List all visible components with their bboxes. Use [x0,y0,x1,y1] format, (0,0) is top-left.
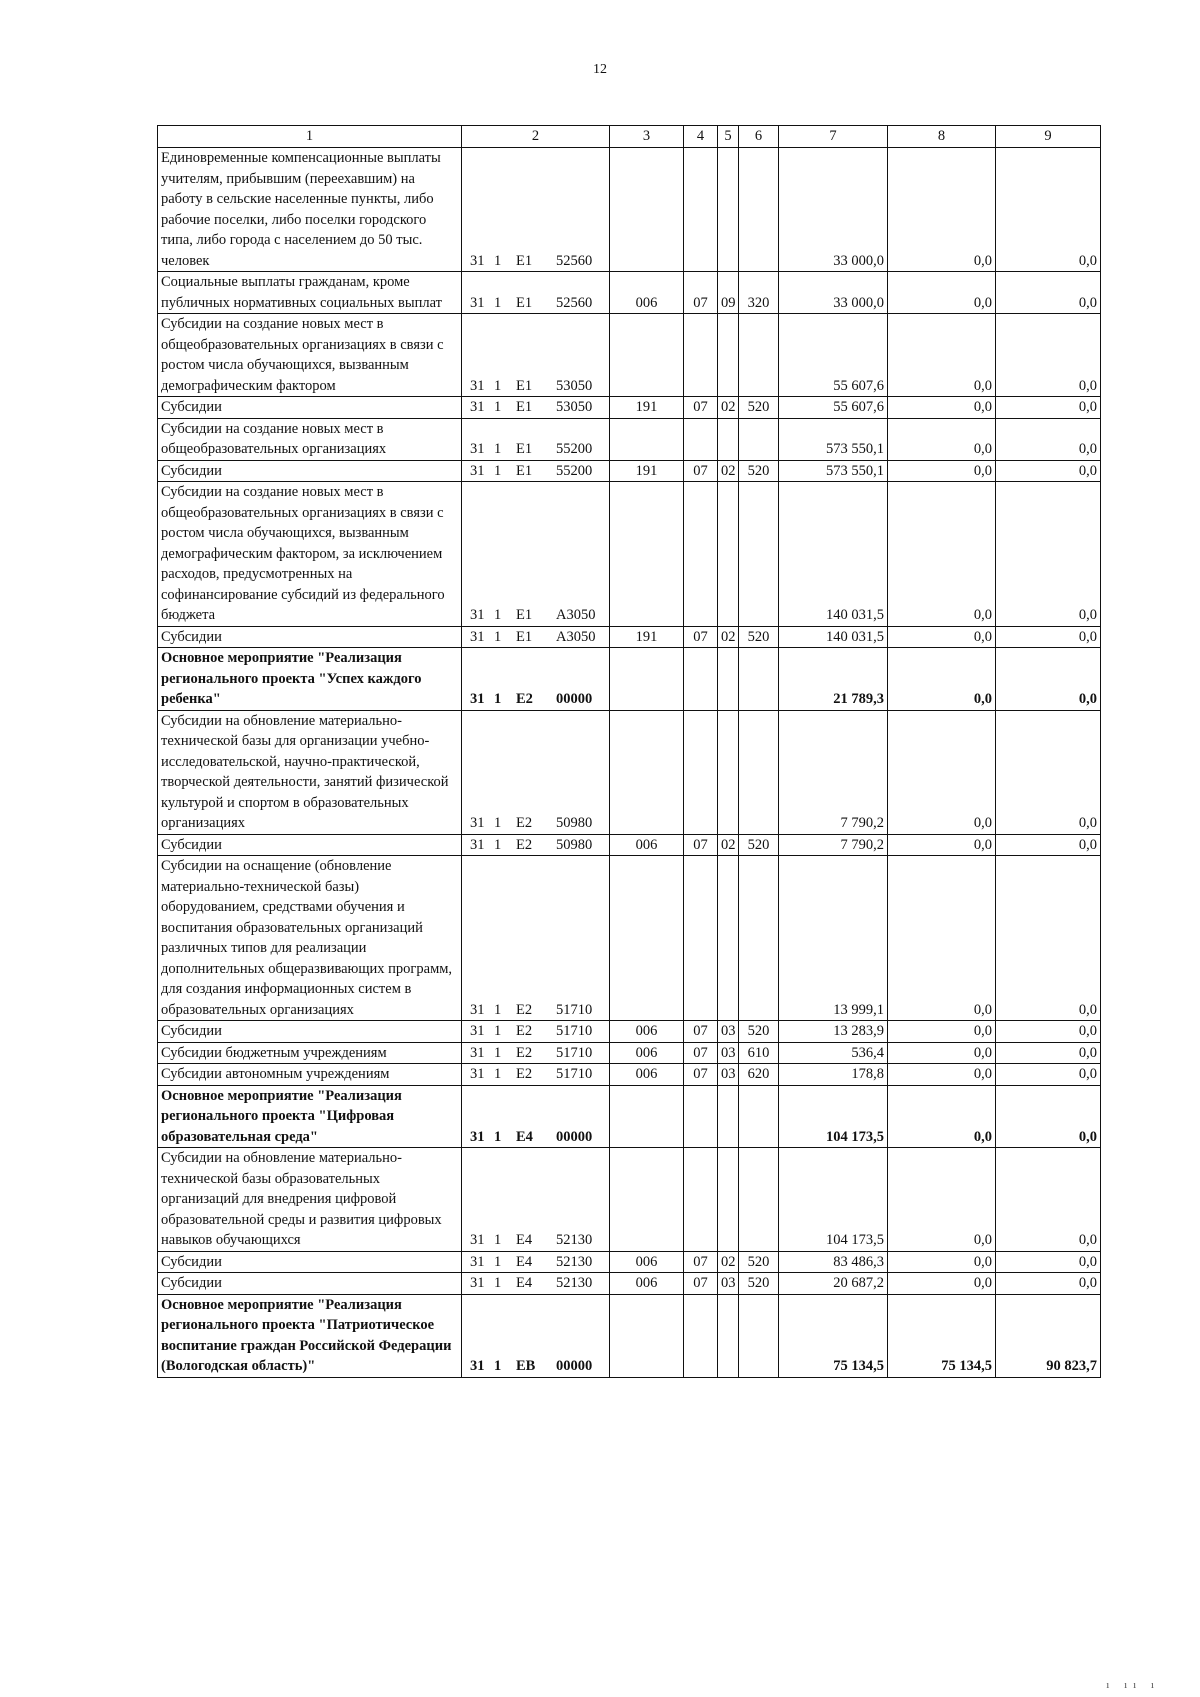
row-col-6 [739,1294,779,1377]
col-header-7: 7 [779,126,888,148]
row-col-3 [610,1294,684,1377]
row-col-3 [610,710,684,834]
row-col-9: 0,0 [996,648,1101,711]
code-part: 31 [470,1023,485,1039]
code-part: 1 [494,462,502,479]
row-col-4 [684,1085,718,1148]
row-col-8: 0,0 [888,1021,996,1043]
col-header-1: 1 [158,126,462,148]
row-col-4 [684,418,718,460]
code-part: 53050 [556,399,593,415]
row-col-9: 0,0 [996,1251,1101,1273]
row-col-9: 0,0 [996,314,1101,397]
row-col-8: 0,0 [888,1042,996,1064]
code-part: 1 [494,441,502,457]
row-name: Субсидии автономным учреждениям [158,1064,462,1086]
code-part: 31 [470,1066,485,1082]
row-col-4: 07 [684,1251,718,1273]
code-part: E4 [516,1232,533,1248]
row-col-3: 191 [610,626,684,648]
row-col-9: 0,0 [996,272,1101,314]
code-part: 31 [470,628,485,645]
code-part: E4 [516,1253,533,1270]
row-code [462,710,610,834]
row-name: Субсидии [158,626,462,648]
row-col-7: 7 790,2 [779,710,888,834]
code-part: 51710 [556,1023,593,1039]
row-code [462,418,610,460]
code-part: 52560 [556,294,593,311]
row-code [462,626,610,648]
table-row [158,1273,1101,1295]
row-code [462,460,610,482]
code-part: 31 [470,462,485,479]
row-col-8: 0,0 [888,418,996,460]
code-part: E1 [516,607,533,623]
table-row [158,397,1101,419]
code-part: E2 [516,691,533,707]
row-name: Единовременные компенсационные выплаты учителям, прибывшим (переехавшим) на работу в сельские населенные пункты, либо рабочие поселки, либо поселки городского типа, либо города с населением до 50 тыс. человек [158,148,462,272]
row-col-7: 140 031,5 [779,626,888,648]
row-col-3 [610,1148,684,1252]
row-col-8: 0,0 [888,710,996,834]
row-code [462,1273,610,1295]
row-name: Субсидии [158,1251,462,1273]
table-row [158,1148,1101,1252]
code-part: 1 [494,1358,502,1374]
row-col-9: 0,0 [996,856,1101,1021]
row-col-4: 07 [684,397,718,419]
row-col-6: 520 [739,1273,779,1295]
row-col-4 [684,482,718,627]
row-col-3 [610,418,684,460]
row-col-6 [739,148,779,272]
row-col-5: 02 [718,626,739,648]
row-col-8: 0,0 [888,1273,996,1295]
row-name: Субсидии на обновление материально-технической базы для организации учебно-исследовательской, научно-практической, творческой деятельности, занятий физической культурой и спортом в образовательных организациях [158,710,462,834]
code-part: 1 [494,1128,502,1145]
row-col-6 [739,418,779,460]
code-part: A3050 [556,607,596,623]
code-part: 1 [494,1023,502,1039]
row-code [462,482,610,627]
row-code [462,1064,610,1086]
row-col-5 [718,1085,739,1148]
row-col-3 [610,314,684,397]
code-part: 31 [470,1275,485,1291]
row-col-8: 0,0 [888,272,996,314]
row-col-7: 33 000,0 [779,272,888,314]
table-row [158,418,1101,460]
row-col-7: 104 173,5 [779,1148,888,1252]
row-col-6: 520 [739,1251,779,1273]
row-code [462,1021,610,1043]
row-col-5: 02 [718,1251,739,1273]
row-col-7: 83 486,3 [779,1251,888,1273]
code-part: 1 [494,628,502,645]
row-col-6: 520 [739,626,779,648]
row-name: Социальные выплаты гражданам, кроме публичных нормативных социальных выплат [158,272,462,314]
code-part: 1 [494,377,502,394]
row-col-9: 0,0 [996,460,1101,482]
table-row [158,1021,1101,1043]
code-part: 51710 [556,1001,593,1018]
row-code [462,1294,610,1377]
col-header-4: 4 [684,126,718,148]
row-col-9: 0,0 [996,397,1101,419]
row-col-3 [610,482,684,627]
row-col-7: 7 790,2 [779,834,888,856]
row-col-8: 0,0 [888,648,996,711]
row-col-4 [684,648,718,711]
row-col-5 [718,648,739,711]
row-col-5 [718,1148,739,1252]
row-col-6 [739,482,779,627]
row-col-9: 0,0 [996,626,1101,648]
code-part: 1 [494,1232,502,1248]
code-part: E1 [516,377,533,394]
row-col-6 [739,1148,779,1252]
row-name: Субсидии [158,1021,462,1043]
code-part: 1 [494,836,502,853]
row-col-6: 520 [739,834,779,856]
row-col-7: 573 550,1 [779,460,888,482]
row-col-6 [739,314,779,397]
row-col-7: 104 173,5 [779,1085,888,1148]
row-col-9: 0,0 [996,834,1101,856]
row-col-7: 21 789,3 [779,648,888,711]
row-col-5 [718,314,739,397]
code-part: E2 [516,836,533,853]
row-col-3 [610,648,684,711]
code-part: EB [516,1358,536,1374]
row-col-6: 520 [739,460,779,482]
row-col-9: 0,0 [996,148,1101,272]
row-name: Основное мероприятие "Реализация регионального проекта "Успех каждого ребенка" [158,648,462,711]
code-part: 52560 [556,252,593,269]
row-name: Субсидии [158,834,462,856]
row-code [462,856,610,1021]
row-name: Субсидии бюджетным учреждениям [158,1042,462,1064]
row-col-8: 0,0 [888,1085,996,1148]
row-col-8: 0,0 [888,856,996,1021]
col-header-3: 3 [610,126,684,148]
row-col-7: 55 607,6 [779,314,888,397]
code-part: E4 [516,1275,533,1291]
row-col-3: 191 [610,397,684,419]
row-col-3: 006 [610,1021,684,1043]
row-col-3: 006 [610,1042,684,1064]
code-part: E2 [516,1001,533,1018]
row-col-9: 0,0 [996,710,1101,834]
row-col-6 [739,856,779,1021]
code-part: 1 [494,1044,502,1061]
row-code [462,648,610,711]
code-part: 55200 [556,441,593,457]
row-col-8: 75 134,5 [888,1294,996,1377]
header-row [158,126,1101,148]
row-col-4: 07 [684,834,718,856]
code-part: 1 [494,1001,502,1018]
row-col-6: 520 [739,397,779,419]
page-number: 12 [593,62,607,77]
row-col-9: 90 823,7 [996,1294,1101,1377]
row-col-7: 13 999,1 [779,856,888,1021]
row-name: Субсидии на создание новых мест в общеобразовательных организациях в связи с ростом числа обучающихся, вызванным демографическим фактором, за исключением расходов, предусмотренных на софинансирование субсидий из федерального бюджета [158,482,462,627]
code-part: 1 [494,1253,502,1270]
table-row [158,626,1101,648]
row-col-7: 573 550,1 [779,418,888,460]
row-col-8: 0,0 [888,148,996,272]
row-col-5: 09 [718,272,739,314]
code-part: 51710 [556,1066,593,1082]
row-col-8: 0,0 [888,397,996,419]
col-header-9: 9 [996,126,1101,148]
row-code [462,272,610,314]
row-col-5: 03 [718,1273,739,1295]
code-part: 00000 [556,1358,593,1374]
code-part: 1 [494,815,502,831]
code-part: 1 [494,1066,502,1082]
table-row [158,1251,1101,1273]
code-part: 31 [470,1001,485,1018]
row-col-6: 620 [739,1064,779,1086]
table-row [158,1294,1101,1377]
table-row [158,856,1101,1021]
code-part: 31 [470,1232,485,1248]
code-part: 31 [470,607,485,623]
table-row [158,272,1101,314]
code-part: E1 [516,252,533,269]
row-col-4: 07 [684,1273,718,1295]
row-col-7: 20 687,2 [779,1273,888,1295]
table-row [158,1042,1101,1064]
row-code [462,1085,610,1148]
row-col-5: 03 [718,1042,739,1064]
row-col-6: 520 [739,1021,779,1043]
code-part: 50980 [556,836,593,853]
row-code [462,834,610,856]
row-col-6: 610 [739,1042,779,1064]
row-col-6: 320 [739,272,779,314]
row-col-8: 0,0 [888,1251,996,1273]
code-part: 31 [470,815,485,831]
row-col-8: 0,0 [888,1064,996,1086]
code-part: 51710 [556,1044,593,1061]
row-code [462,1042,610,1064]
row-name: Субсидии на обновление материально-технической базы образовательных организаций для внедрения цифровой образовательной среды и развития цифровых навыков обучающихся [158,1148,462,1252]
code-part: 31 [470,441,485,457]
row-col-5 [718,710,739,834]
row-col-6 [739,710,779,834]
code-part: 31 [470,252,485,269]
row-col-5 [718,1294,739,1377]
row-col-5: 02 [718,460,739,482]
row-col-8: 0,0 [888,482,996,627]
row-col-3: 191 [610,460,684,482]
code-part: 1 [494,1275,502,1291]
row-col-9: 0,0 [996,1042,1101,1064]
code-part: 50980 [556,815,593,831]
row-name: Субсидии [158,397,462,419]
row-col-4 [684,856,718,1021]
code-part: 1 [494,399,502,415]
row-col-5: 03 [718,1064,739,1086]
row-col-9: 0,0 [996,482,1101,627]
row-col-4 [684,710,718,834]
table-row [158,148,1101,272]
code-part: E2 [516,1023,533,1039]
row-col-9: 0,0 [996,418,1101,460]
code-part: 00000 [556,1128,593,1145]
row-col-8: 0,0 [888,626,996,648]
budget-table [157,125,1101,1378]
row-code [462,1148,610,1252]
row-col-9: 0,0 [996,1148,1101,1252]
row-col-4: 07 [684,626,718,648]
col-header-6: 6 [739,126,779,148]
code-part: 1 [494,691,502,707]
row-code [462,397,610,419]
row-name: Субсидии на создание новых мест в общеобразовательных организациях в связи с ростом числа обучающихся, вызванным демографическим фактором [158,314,462,397]
row-name: Субсидии на создание новых мест в общеобразовательных организациях [158,418,462,460]
row-code [462,1251,610,1273]
row-col-9: 0,0 [996,1021,1101,1043]
row-col-5 [718,856,739,1021]
row-col-8: 0,0 [888,460,996,482]
code-part: 55200 [556,462,593,479]
code-part: E2 [516,815,533,831]
row-col-7: 178,8 [779,1064,888,1086]
code-part: 52130 [556,1253,593,1270]
table-row [158,460,1101,482]
scan-edge-marks: ı ıı ı [1106,1679,1160,1691]
table-row [158,314,1101,397]
code-part: 53050 [556,377,593,394]
code-part: A3050 [556,628,596,645]
row-col-7: 55 607,6 [779,397,888,419]
code-part: E2 [516,1044,533,1061]
row-col-4: 07 [684,1042,718,1064]
code-part: E1 [516,399,533,415]
code-part: 31 [470,294,485,311]
table-row [158,1064,1101,1086]
row-col-5 [718,418,739,460]
row-code [462,148,610,272]
row-col-7: 33 000,0 [779,148,888,272]
col-header-8: 8 [888,126,996,148]
row-col-9: 0,0 [996,1064,1101,1086]
code-part: 31 [470,1358,485,1374]
code-part: 00000 [556,691,593,707]
code-part: E4 [516,1128,533,1145]
row-name: Субсидии на оснащение (обновление материально-технической базы) оборудованием, средствами обучения и воспитания образовательных организаций различных типов для реализации дополнительных общеразвивающих программ, для создания информационных систем в образовательных организациях [158,856,462,1021]
row-col-9: 0,0 [996,1273,1101,1295]
table-row [158,482,1101,627]
row-col-3: 006 [610,834,684,856]
table-row [158,710,1101,834]
code-part: E1 [516,441,533,457]
code-part: 1 [494,607,502,623]
row-col-5 [718,148,739,272]
row-col-7: 140 031,5 [779,482,888,627]
row-name: Субсидии [158,460,462,482]
code-part: 31 [470,836,485,853]
code-part: 31 [470,1044,485,1061]
row-col-8: 0,0 [888,314,996,397]
code-part: 31 [470,377,485,394]
row-col-5: 03 [718,1021,739,1043]
code-part: 52130 [556,1275,593,1291]
row-col-9: 0,0 [996,1085,1101,1148]
row-col-5: 02 [718,834,739,856]
row-col-4 [684,1294,718,1377]
row-col-4: 07 [684,1064,718,1086]
row-name: Основное мероприятие "Реализация регионального проекта "Цифровая образовательная среда" [158,1085,462,1148]
code-part: E1 [516,294,533,311]
row-name: Субсидии [158,1273,462,1295]
row-col-5 [718,482,739,627]
row-col-4 [684,1148,718,1252]
row-col-4: 07 [684,272,718,314]
code-part: E1 [516,462,533,479]
row-col-4 [684,314,718,397]
code-part: E1 [516,628,533,645]
row-col-4 [684,148,718,272]
row-col-8: 0,0 [888,834,996,856]
row-col-3: 006 [610,1251,684,1273]
row-col-3: 006 [610,1273,684,1295]
row-col-8: 0,0 [888,1148,996,1252]
row-col-3 [610,1085,684,1148]
table-row [158,1085,1101,1148]
code-part: 31 [470,1128,485,1145]
row-col-6 [739,648,779,711]
row-col-3: 006 [610,272,684,314]
col-header-2: 2 [462,126,610,148]
row-col-7: 536,4 [779,1042,888,1064]
row-col-6 [739,1085,779,1148]
row-col-3 [610,148,684,272]
row-col-7: 13 283,9 [779,1021,888,1043]
row-col-3: 006 [610,1064,684,1086]
code-part: E2 [516,1066,533,1082]
table-row [158,834,1101,856]
row-col-4: 07 [684,460,718,482]
table-row [158,648,1101,711]
code-part: 1 [494,252,502,269]
row-col-5: 02 [718,397,739,419]
row-col-4: 07 [684,1021,718,1043]
code-part: 1 [494,294,502,311]
code-part: 52130 [556,1232,593,1248]
code-part: 31 [470,1253,485,1270]
code-part: 31 [470,691,485,707]
row-code [462,314,610,397]
col-header-5: 5 [718,126,739,148]
row-name: Основное мероприятие "Реализация регионального проекта "Патриотическое воспитание граждан Российской Федерации (Вологодская область)" [158,1294,462,1377]
code-part: 31 [470,399,485,415]
row-col-3 [610,856,684,1021]
row-col-7: 75 134,5 [779,1294,888,1377]
